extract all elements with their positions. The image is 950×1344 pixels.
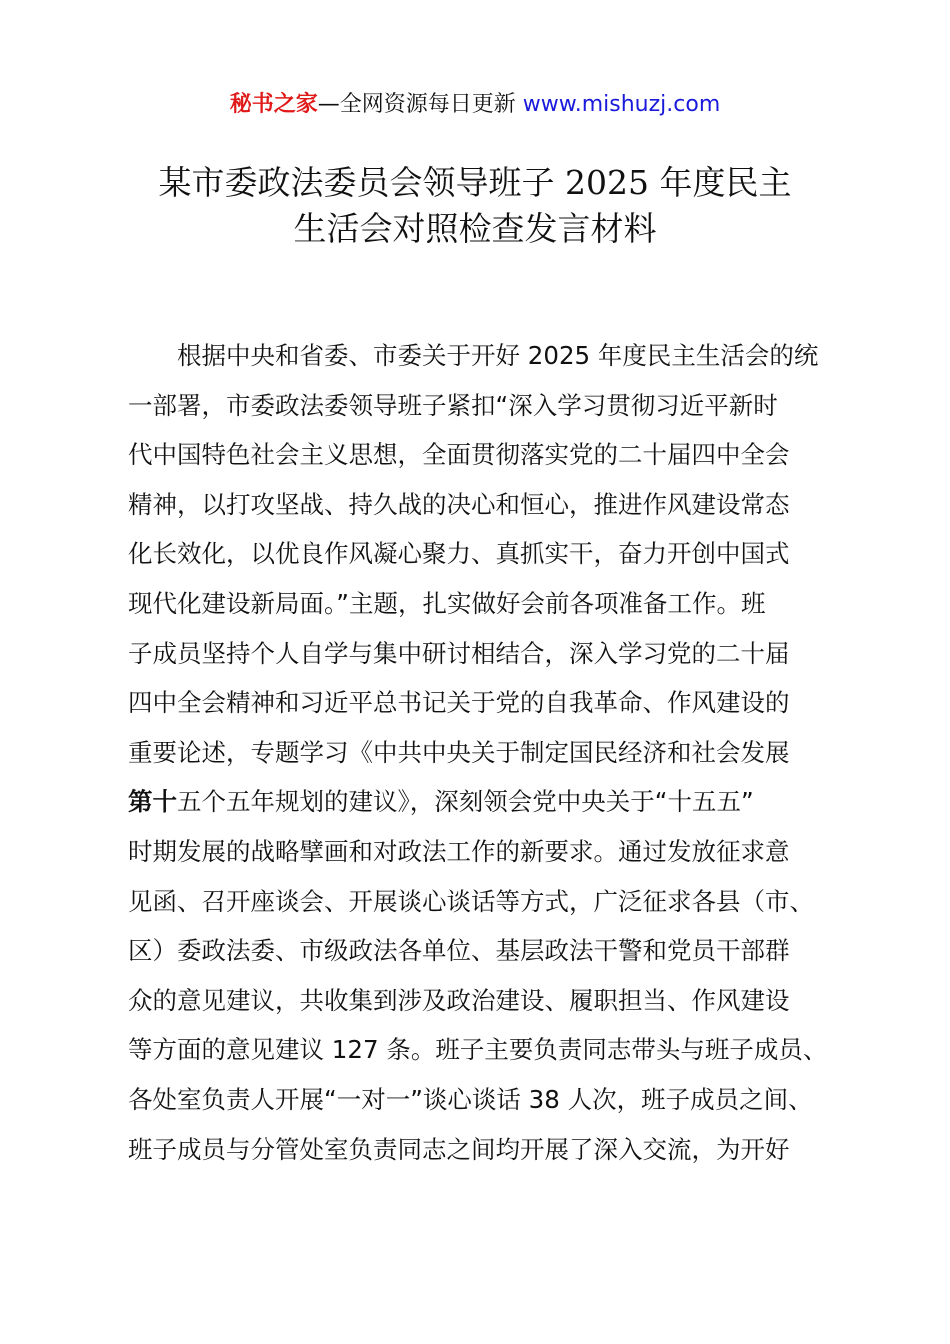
body-line: 精神，以打攻坚战、持久战的决心和恒心，推进作风建设常态 (128, 489, 790, 519)
header-tagline: —全网资源每日更新 (317, 92, 523, 117)
body-line: 一部署，市委政法委领导班子紧扣“深入学习贯彻习近平新时 (128, 390, 778, 420)
body-line: 代中国特色社会主义思想，全面贯彻落实党的二十届四中全会 (128, 440, 790, 470)
body-line-with-bold (128, 777, 838, 827)
body-line: 化长效化，以优良作风凝心聚力、真抓实干，奋力开创中国式 (128, 539, 790, 569)
body-line: 区）委政法委、市级政法各单位、基层政法干警和党员干部群 (128, 936, 790, 966)
body-line: 根据中央和省委、市委关于开好 2025 年度民主生活会的统 (177, 341, 819, 370)
body-line: 重要论述，专题学习《中共中央关于制定国民经济和社会发展 (128, 737, 790, 767)
document-body (128, 331, 838, 1174)
bold-fragment: 第十 (128, 787, 177, 817)
body-line: 现代化建设新局面。”主题，扎实做好会前各项准备工作。班 (128, 588, 766, 618)
body-line: 子成员坚持个人自学与集中研讨相结合，深入学习党的二十届 (128, 638, 790, 668)
site-header (0, 88, 950, 122)
site-url-link[interactable]: www.mishuzj.com (522, 92, 721, 117)
body-line: 见函、召开座谈会、开展谈心谈话等方式，广泛征求各县（市、 (128, 886, 814, 916)
title-line-2: 生活会对照检查发言材料 (293, 209, 657, 248)
body-line: 各处室负责人开展“一对一”谈心谈话 38 人次，班子成员之间、 (128, 1084, 813, 1114)
body-line: 班子成员与分管处室负责同志之间均开展了深入交流，为开好 (128, 1134, 790, 1164)
body-line-rest: 五个五年规划的建议》，深刻领会党中央关于“十五五” (177, 787, 754, 817)
title-line-1: 某市委政法委员会领导班子 2025 年度民主 (158, 163, 792, 202)
body-line: 四中全会精神和习近平总书记关于党的自我革命、作风建设的 (128, 688, 790, 718)
body-line: 时期发展的战略擘画和对政法工作的新要求。通过发放征求意 (128, 836, 790, 866)
body-line: 等方面的意见建议 127 条。班子主要负责同志带头与班子成员、 (128, 1035, 828, 1065)
body-line: 众的意见建议，共收集到涉及政治建设、履职担当、作风建设 (128, 985, 790, 1015)
document-title (100, 160, 850, 252)
brand-name: 秘书之家 (229, 92, 318, 117)
